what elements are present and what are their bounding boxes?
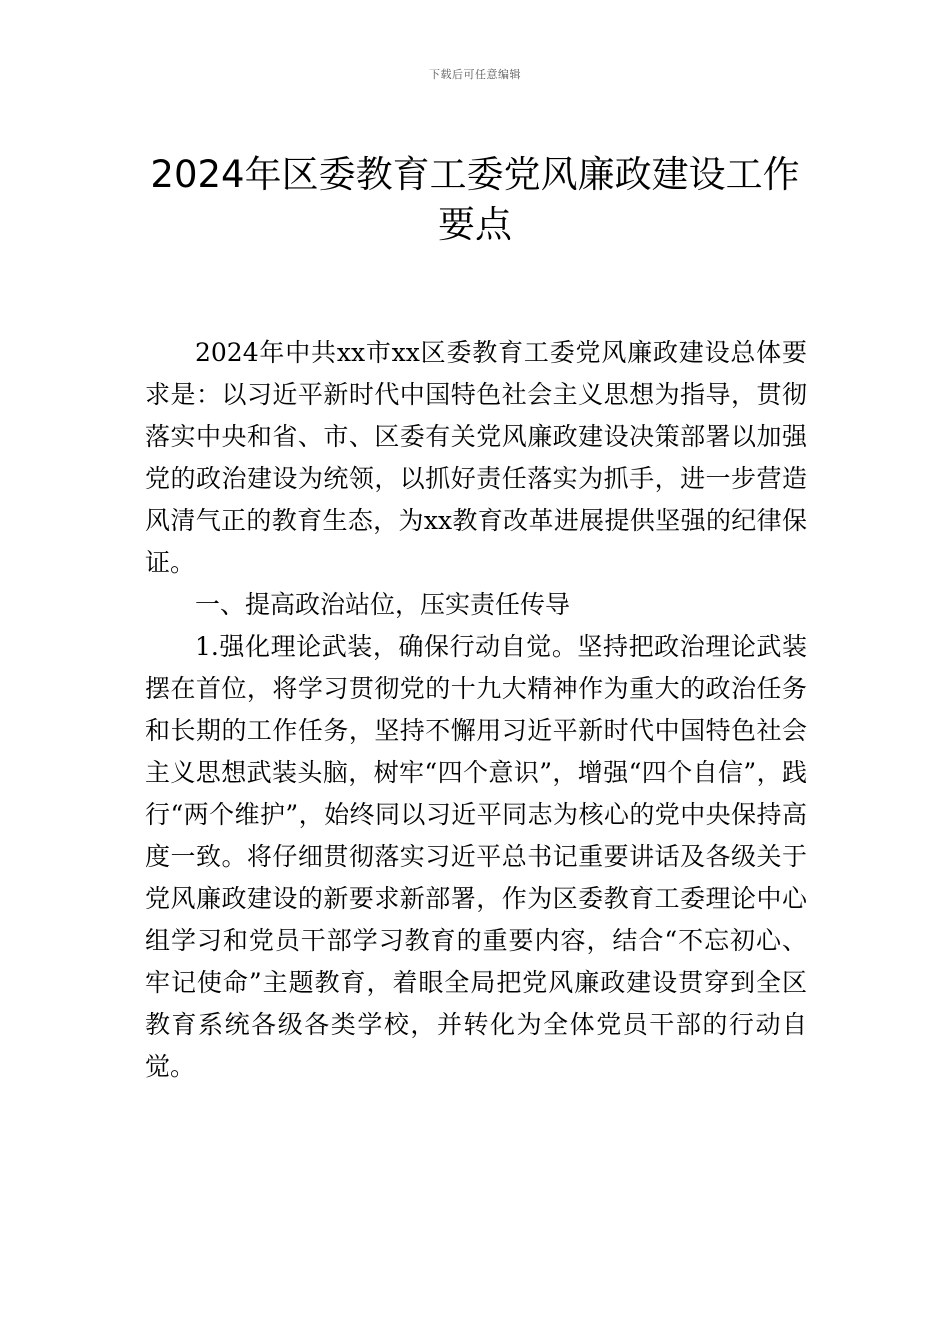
paragraph-item-1: 1.强化理论武装，确保行动自觉。坚持把政治理论武装摆在首位，将学习贯彻党的十九大精神作为重大的政治任务和长期的工作任务，坚持不懈用习近平新时代中国特色社会主义思想武装头脑，树牢“四个意识”，增强“四个自信”，践行“两个维护”，始终同以习近平同志为核心的党中央保持高度一致。将仔细贯彻落实习近平总书记重要讲话及各级关于党风廉政建设的新要求新部署，作为区委教育工委理论中心组学习和党员干部学习教育的重要内容，结合“不忘初心、牢记使命”主题教育，着眼全局把党风廉政建设贯穿到全区教育系统各级各类学校，并转化为全体党员干部的行动自觉。 (145, 632, 807, 1081)
section-heading-1: 一、提高政治站位，压实责任传导 (195, 590, 571, 619)
document-body (145, 332, 807, 1088)
header-note: 下载后可任意编辑 (429, 68, 521, 81)
document-title: 2024年区委教育工委党风廉政建设工作要点 (150, 153, 800, 246)
paragraph-intro: 2024年中共xx市xx区委教育工委党风廉政建设总体要求是：以习近平新时代中国特色社会主义思想为指导，贯彻落实中央和省、市、区委有关党风廉政建设决策部署以加强党的政治建设为统领，以抓好责任落实为抓手，进一步营造风清气正的教育生态，为xx教育改革进展提供坚强的纪律保证。 (145, 338, 807, 577)
